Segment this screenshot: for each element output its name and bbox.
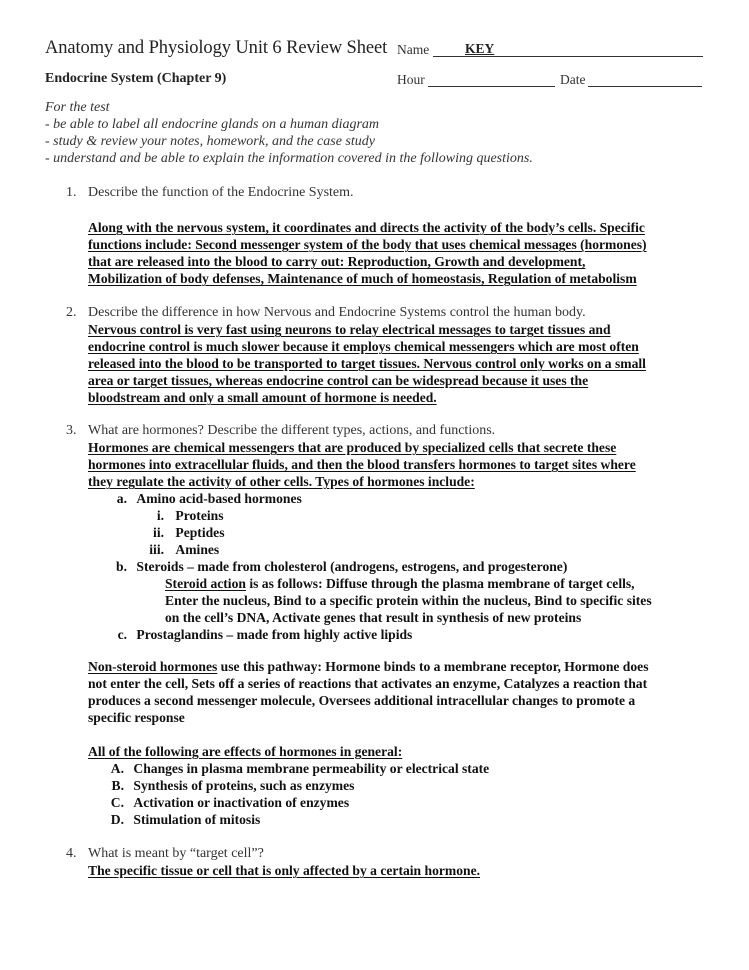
hormone-type-prostaglandins: [111, 626, 412, 643]
subtype-amines: [140, 541, 219, 558]
subtype-label: Peptides: [175, 525, 225, 540]
effect-label: Stimulation of mitosis: [133, 812, 261, 827]
effect-item: [108, 760, 489, 777]
non-steroid-line: not enter the cell, Sets off a series of reactions that activates an enzyme, Catalyzes a reaction that: [88, 676, 648, 691]
list-marker: a.: [116, 491, 127, 506]
question-prompt: What are hormones? Describe the different types, actions, and functions.: [88, 423, 496, 438]
steroid-action-line: Enter the nucleus, Bind to a specific protein within the nucleus, Bind to specific sites: [165, 593, 652, 608]
answer-line: Mobilization of body defenses, Maintenance of much of homeostasis, Regulation of metabolism: [88, 271, 637, 286]
answer-text: [88, 321, 708, 406]
list-marker: c.: [117, 627, 127, 642]
instruction-item: - understand and be able to explain the information covered in the following questions.: [45, 151, 533, 166]
list-marker: ii.: [153, 525, 164, 540]
non-steroid-line: use this pathway: Hormone binds to a membrane receptor, Hormone does: [217, 659, 649, 674]
hormone-type-amino: [111, 490, 302, 507]
instruction-item: - study & review your notes, homework, and the case study: [45, 134, 375, 149]
steroid-action-line: is as follows: Diffuse through the plasma membrane of target cells,: [245, 576, 635, 591]
answer-line: Nervous control is very fast using neurons to relay electrical messages to target tissues and: [88, 322, 611, 337]
answer-line: Along with the nervous system, it coordinates and directs the activity of the body’s cells. Specific: [88, 220, 645, 235]
steroid-action-line: on the cell’s DNA, Activate genes that result in synthesis of new proteins: [165, 610, 582, 625]
hour-field[interactable]: [428, 71, 555, 87]
answer-text: [88, 439, 708, 490]
list-marker: i.: [156, 508, 164, 523]
answer-text: [88, 862, 708, 879]
subtype-peptides: [140, 524, 225, 541]
question-prompt: Describe the difference in how Nervous and Endocrine Systems control the human body.: [88, 305, 586, 320]
non-steroid-line: specific response: [88, 710, 185, 725]
effect-item: [108, 811, 260, 828]
non-steroid-heading: Non-steroid hormones: [88, 659, 218, 674]
question-number: 3.: [66, 423, 77, 438]
date-label: Date: [560, 72, 586, 87]
steroid-action: [165, 575, 652, 626]
question-prompt: Describe the function of the Endocrine System.: [88, 185, 354, 200]
subtype-label: Proteins: [175, 508, 224, 523]
list-marker: B.: [111, 778, 124, 793]
answer-line: Hormones are chemical messengers that are produced by specialized cells that secrete these: [88, 440, 617, 455]
name-value: KEY: [465, 41, 495, 56]
list-marker: D.: [110, 812, 124, 827]
answer-line: functions include: Second messenger system of the body that uses chemical messages (hormones): [88, 237, 647, 252]
question-number: 1.: [66, 185, 77, 200]
worksheet-subtitle: Endocrine System (Chapter 9): [45, 71, 227, 86]
subtype-label: Amines: [175, 542, 220, 557]
instruction-item: - be able to label all endocrine glands on a human diagram: [45, 117, 380, 132]
question-number: 4.: [66, 846, 77, 861]
worksheet-title: Anatomy and Physiology Unit 6 Review Sheet: [45, 38, 388, 58]
effects-heading: All of the following are effects of hormones in general:: [88, 744, 403, 759]
answer-line: endocrine control is much slower because it employs chemical messengers which are most often: [88, 339, 639, 354]
answer-line: bloodstream and only a small amount of hormone is needed.: [88, 390, 437, 405]
answer-line: that are released into the blood to carry out: Reproduction, Growth and development,: [88, 254, 586, 269]
list-marker: iii.: [149, 542, 164, 557]
effect-item: [108, 794, 349, 811]
hour-label: Hour: [397, 72, 425, 87]
effect-label: Synthesis of proteins, such as enzymes: [133, 778, 355, 793]
list-marker: C.: [110, 795, 124, 810]
effect-label: Activation or inactivation of enzymes: [133, 795, 350, 810]
answer-line: The specific tissue or cell that is only affected by a certain hormone.: [88, 863, 481, 878]
question-number: 2.: [66, 305, 77, 320]
name-label: Name: [397, 42, 430, 57]
effect-item: [108, 777, 354, 794]
answer-line: they regulate the activity of other cells. Types of hormones include:: [88, 474, 475, 489]
instructions-heading: For the test: [45, 100, 110, 115]
subtype-proteins: [140, 507, 223, 524]
question-prompt: What is meant by “target cell”?: [88, 846, 264, 861]
hormone-type-label: Steroids – made from cholesterol (androgens, estrogens, and progesterone): [136, 559, 568, 574]
hormone-type-label: Amino acid-based hormones: [136, 491, 302, 506]
answer-text: [88, 219, 708, 287]
non-steroid-line: produces a second messenger molecule, Oversees additional intracellular changes to promote a: [88, 693, 636, 708]
steroid-action-heading: Steroid action: [165, 576, 246, 591]
list-marker: b.: [116, 559, 127, 574]
date-field[interactable]: [588, 71, 702, 87]
test-instructions: [45, 99, 533, 167]
answer-line: area or target tissues, whereas endocrine control can be widespread because it uses the: [88, 373, 589, 388]
answer-line: hormones into extracellular fluids, and then the blood transfers hormones to target sites where: [88, 457, 636, 472]
effect-label: Changes in plasma membrane permeability or electrical state: [133, 761, 490, 776]
non-steroid-pathway: [88, 658, 649, 726]
hormone-type-steroids: [111, 558, 567, 575]
list-marker: A.: [110, 761, 124, 776]
hormone-type-label: Prostaglandins – made from highly active lipids: [136, 627, 413, 642]
answer-line: released into the blood to be transported to target tissues. Nervous control only works on a small: [88, 356, 646, 371]
